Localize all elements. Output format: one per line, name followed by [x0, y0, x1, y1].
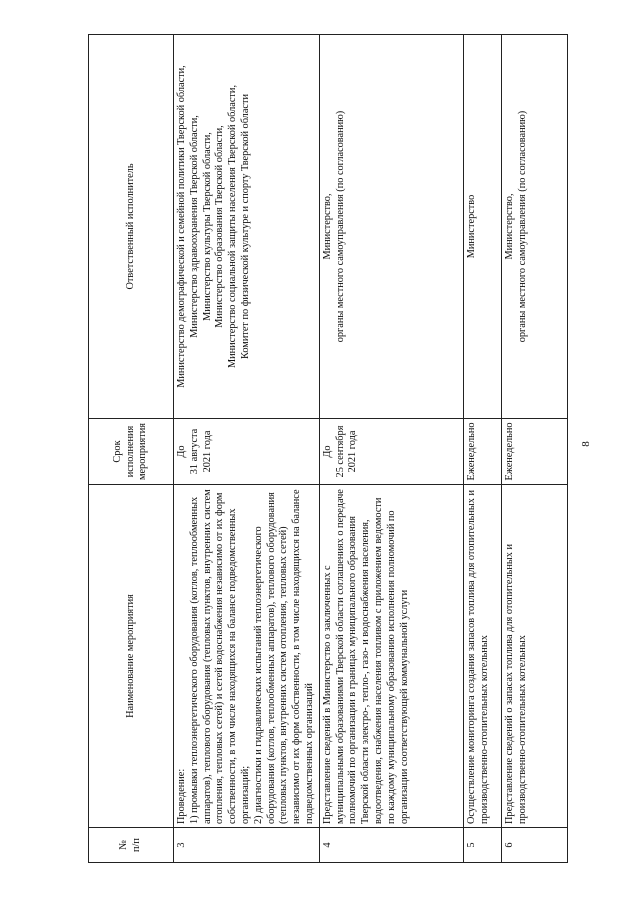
- row-term: До 31 августа 2021 года: [174, 419, 320, 485]
- header-name: Наименование мероприятия: [89, 485, 174, 828]
- page-number: 8: [580, 441, 592, 447]
- rotated-table-container: [88, 35, 563, 863]
- row-term: Еженедельно: [501, 419, 567, 485]
- row-name: Осуществление мониторинга создания запасов топлива для отопительных и производственно-отопительных котельных: [463, 485, 501, 828]
- table-row: [319, 35, 463, 863]
- table-row: [463, 35, 501, 863]
- header-executor: Ответственный исполнитель: [89, 35, 174, 419]
- row-executor: Министерство: [463, 35, 501, 419]
- row-num: 3: [174, 828, 320, 863]
- row-num: 4: [319, 828, 463, 863]
- row-name: Представление сведений о запасах топлива для отопительных и производственно-отопительных котельных: [501, 485, 567, 828]
- row-num: 6: [501, 828, 567, 863]
- table-row: [174, 35, 320, 863]
- row-executor: Министерство демографической и семейной политики Тверской области, Министерство здравоохранения Тверской области, Министерство культуры Тверской области, Министерство образования Тверской области, Министерство социальной защиты населения Тверской области, Комитет по физической культуре и спорту Тверской области: [174, 35, 320, 419]
- table-row: [501, 35, 567, 863]
- row-term: Еженедельно: [463, 419, 501, 485]
- row-name: Проведение: 1) промывки теплоэнергетического оборудования (котлов, теплообменных аппаратов), теплового оборудования (тепловых пунктов, внутренних систем отопления, тепловых сетей) и сетей водоснабжения независимо от их форм собственности, в том числе находящихся на балансе подведомственных организаций; 2) диагностики и гидравлических испытаний теплоэнергетического оборудования (котлов, теплообменных аппаратов), теплового оборудования (тепловых пунктов, внутренних систем отопления, тепловых сетей) независимо от их форм собственности, в том числе находящихся на балансе подведомственных организаций: [174, 485, 320, 828]
- row-name: Представление сведений в Министерство о заключенных с муниципальными образованиями Тверской области соглашениях о передаче полномочий по организации в границах муниципального образования Тверской области электро-, тепло-, газо- и водоснабжения населения, водоотведения, снабжения населения топливом с приложением ведомости по каждому муниципальному образованию исполнения полномочий по организации соответствующей коммунальной услуги: [319, 485, 463, 828]
- table-header-row: [89, 35, 174, 863]
- measures-table: [88, 34, 568, 863]
- row-num: 5: [463, 828, 501, 863]
- row-term: До 25 сентября 2021 года: [319, 419, 463, 485]
- header-num: № п/п: [89, 828, 174, 863]
- row-executor: Министерство, органы местного самоуправления (по согласованию): [501, 35, 567, 419]
- header-term: Срок исполнения мероприятия: [89, 419, 174, 485]
- row-executor: Министерство, органы местного самоуправления (по согласованию): [319, 35, 463, 419]
